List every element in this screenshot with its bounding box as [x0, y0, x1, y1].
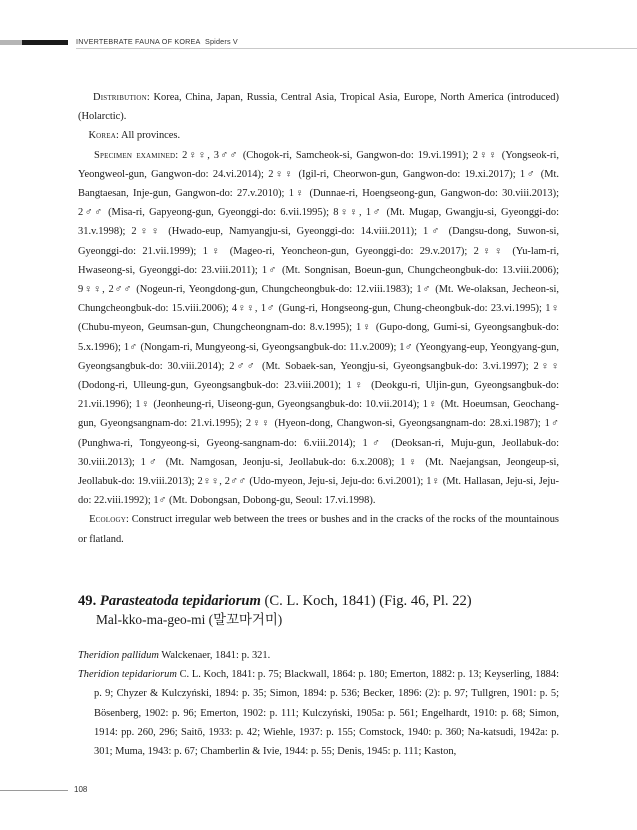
specimen-label: Specimen examined	[94, 149, 176, 161]
korea-paragraph	[78, 126, 559, 145]
species-name: Parasteatoda tepidariorum	[99, 593, 261, 609]
running-header	[76, 37, 238, 46]
vernacular-name: Mal-kko-ma-geo-mi (말꼬마거미)	[96, 612, 283, 627]
header-bar-black	[22, 40, 68, 45]
species-heading	[78, 592, 559, 610]
specimen-paragraph	[78, 146, 559, 511]
page-number: 108	[74, 785, 88, 794]
korea-text: : All provinces.	[116, 130, 181, 142]
header-bar-grey	[0, 40, 22, 45]
synonym-name: Theridion tepidariorum	[78, 669, 177, 681]
ecology-text: : Construct irregular web between the trees or bushes and in the cracks of the rocks of the mountainous or flatland.	[78, 514, 559, 545]
synonymy	[78, 646, 559, 761]
ecology-paragraph	[78, 510, 559, 548]
synonym-entry	[78, 665, 559, 761]
species-number: 49.	[78, 593, 97, 609]
specimen-text: : 2♀♀, 3♂♂ (Chogok-ri, Samcheok-si, Gangwon-do: 19.vi.1991); 2♀♀ (Yongseok-ri, Yeongweol-gun, Gangwon-do: 24.vi.2014); 2♀♀ (Igil-ri, Cheorwon-gun, Gangwon-do: 19.xi.2017); 1♂ (Mt. Bangtaesan, Inje-gun, Gangwon-do: 27.v.2010); 1♀ (Dunnae-ri, Hoengseong-gun, Gangwon-do: 30.viii.2013); 2♂♂ (Misa-ri, Gapyeong-gun, Gyeonggi-do: 6.vii.1995); 8♀♀, 1♂ (Mt. Mugap, Gwangju-si, Gyeonggi-do: 31.v.1998); 2♀♀ (Hwado-eup, Namyangju-si, Gyeonggi-do: 14.viii.2011); 1♂ (Dangsu-dong, Suwon-si, Gyeonggi-do: 21.vii.1999); 1♀ (Mageo-ri, Yeoncheon-gun, Gyeonggi-do: 29.v.2017); 2♀♀ (Yu-lam-ri, Hwaseong-si, Gyeonggi-do: 23.viii.2011); 1♂ (Mt. Songnisan, Boeun-gun, Chungcheongbuk-do: 13.viii.2006); 9♀♀, 2♂♂ (Nogeun-ri, Yeongdong-gun, Chungcheongbuk-do: 12.viii.1983); 1♂ (Mt. We-olaksan, Jecheon-si, Chungcheongbuk-do: 15.viii.2006); 4♀♀, 1♂ (Gung-ri, Hongseong-gun, Chung-cheongbuk-do: 23.vi.1995); 1♀ (Chubu-myeon, Geumsan-gun, Chungcheongnam-do: 8.v.1995); 1♀ (Gupo-dong, Gumi-si, Gyeongsangbuk-do: 5.x.1996); 1♂ (Nongam-ri, Mungyeong-si, Gyeongsangbuk-do: 11.v.2009); 1♂ (Yeongyang-eup, Yeongyang-gun, Gyeongsangbuk-do: 30.viii.2014); 2♂♂ (Mt. Sobaek-san, Yeongju-si, Gyeongsangbuk-do: 3.vi.1997); 2♀♀ (Dodong-ri, Ulleung-gun, Gyeongsangbuk-do: 23.viii.2001); 1♀ (Deokgu-ri, Uljin-gun, Gyeongsangbuk-do: 21.vii.1996); 1♀ (Jeonheung-ri, Uiseong-gun, Gyeongsangbuk-do: 10.vii.2014); 1♀ (Mt. Hoeumsan, Geochang-gun, Gyeongsangnam-do: 21.vi.1995); 2♀♀ (Hyeon-dong, Changwon-si, Gyeongsangnam-do: 28.xi.1987); 1♂ (Punghwa-ri, Tongyeong-si, Gyeong-sangnam-do: 6.viii.2014); 1♂ (Deoksan-ri, Muju-gun, Jeollabuk-do: 30.viii.2013); 1♂ (Mt. Namgosan, Jeonju-si, Jeollabuk-do: 6.x.2008); 1♀ (Mt. Naejangsan, Jeongeup-si, Jeollabuk-do: 19.viii.2013); 2♀♀, 2♂♂ (Udo-myeon, Jeju-si, Jeju-do: 6.vi.2001); 1♀ (Mt. Hallasan, Jeju-si, Jeju-do: 22.viii.1992); 1♂ (Mt. Dobongsan, Dobong-gu, Seoul: 17.vi.1998).	[78, 149, 560, 507]
synonym-name: Theridion pallidum	[78, 650, 159, 661]
distribution-paragraph	[78, 88, 559, 126]
species-figure-ref: (Fig. 46, Pl. 22)	[379, 593, 472, 609]
main-text	[78, 88, 559, 549]
running-title: INVERTEBRATE FAUNA OF KOREA	[76, 37, 201, 46]
distribution-text: : Korea, China, Japan, Russia, Central Asia, Tropical Asia, Europe, North America (introduced) (Holarctic).	[78, 92, 559, 123]
distribution-label: Distribution	[92, 92, 147, 103]
synonym-citation: C. L. Koch, 1841: p. 75; Blackwall, 1864: p. 180; Emerton, 1882: p. 13; Keyserling, 1884: p. 9; Chyzer & Kulczyński, 1894: p. 35; Simon, 1894: p. 536; Becker, 1896: (2): p. 97; Tullgren, 1901: p. 5; Bösenberg, 1902: p. 96; Emerton, 1902: p. 111; Kulczyński, 1905a: p. 561; Engelhardt, 1910: p. 68; Simon, 1914: pp. 260, 296; Saitō, 1933: p. 42; Wiehle, 1937: p. 155; Comstock, 1940: p. 360; Na-katsudi, 1942a: p. 301; Muma, 1943: p. 67; Chamberlin & Ivie, 1944: p. 55; Denis, 1945: p. 111; Kaston,	[94, 669, 560, 758]
synonym-entry	[78, 646, 559, 665]
species-authority: (C. L. Koch, 1841)	[264, 593, 376, 609]
synonym-citation: Walckenaer, 1841: p. 321.	[158, 650, 271, 661]
ecology-label: Ecology	[89, 514, 127, 526]
korea-label: Korea	[88, 130, 117, 142]
volume-label: Spiders V	[204, 37, 238, 46]
footer-rule	[0, 790, 68, 791]
header-rule	[76, 48, 637, 49]
